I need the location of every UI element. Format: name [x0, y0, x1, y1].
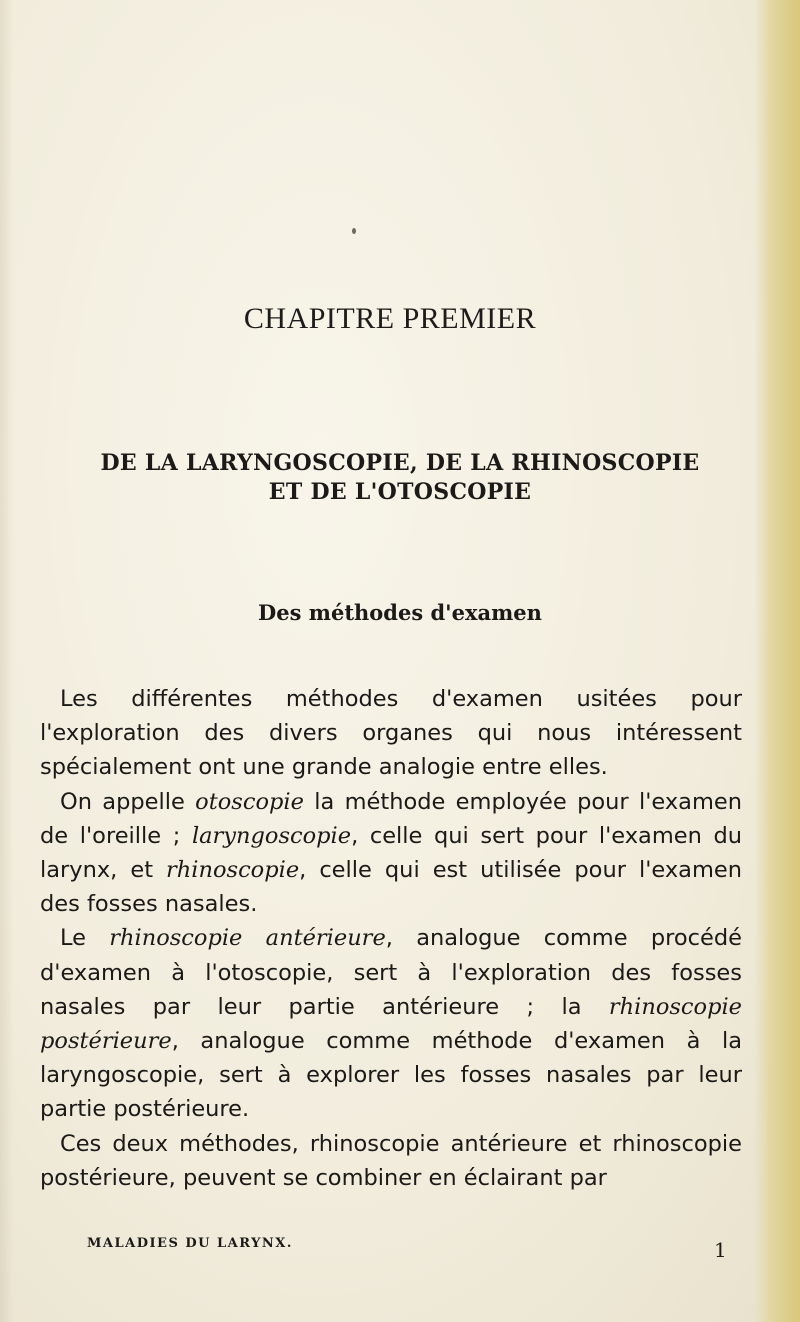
paragraph-3 [40, 921, 742, 1126]
gutter-shadow [0, 0, 14, 1322]
signature-number: 1 [714, 1238, 727, 1262]
p2-text-b: la méthode employée pour l'examen de l'oreille ; [40, 788, 742, 849]
term-laryngoscopie: laryngoscopie [191, 822, 352, 849]
p3-text-a: Le [60, 925, 110, 952]
printer-signature: MALADIES DU LARYNX. [87, 1236, 293, 1251]
body-text [40, 682, 742, 1195]
paragraph-1: Les différentes méthodes d'examen usitées pour l'exploration des divers organes qui nous intéressent spécialement ont une grande analogie entre elles. [40, 686, 742, 781]
paragraph-4: Ces deux méthodes, rhinoscopie antérieure et rhinoscopie postérieure, peuvent se combiner en éclairant par [40, 1130, 742, 1191]
term-rhinoscopie-posterieure: rhinoscopie postérieure [40, 993, 742, 1055]
p2-text-c: , celle qui sert pour l'examen du larynx, et [40, 822, 742, 884]
p3-text-b: , analogue comme procédé d'examen à l'otoscopie, sert à l'exploration des fosses nasales par leur partie antérieure ; la [40, 925, 742, 1020]
term-rhinoscopie-anterieure: rhinoscopie antérieure [109, 925, 386, 952]
term-otoscopie: otoscopie [195, 788, 304, 815]
chapter-title: CHAPITRE PREMIER [243, 302, 537, 335]
p2-text-a: On appelle [60, 788, 196, 815]
subtitle-line-1: DE LA LARYNGOSCOPIE, DE LA RHINOSCOPIE [100, 450, 700, 476]
page-edge [754, 0, 800, 1322]
term-rhinoscopie: rhinoscopie [166, 857, 300, 884]
p3-text-c: , analogue comme méthode d'examen à la laryngoscopie, sert à explorer les fosses nasales par leur partie postérieure. [40, 1028, 742, 1123]
p2-text-d: , celle qui est utilisée pour l'examen des fosses nasales. [40, 857, 742, 918]
paragraph-2 [40, 785, 742, 922]
subtitle-line-2: ET DE L'OTOSCOPIE [268, 479, 532, 505]
section-title: Des méthodes d'examen [258, 600, 542, 625]
ink-speck [352, 228, 356, 234]
